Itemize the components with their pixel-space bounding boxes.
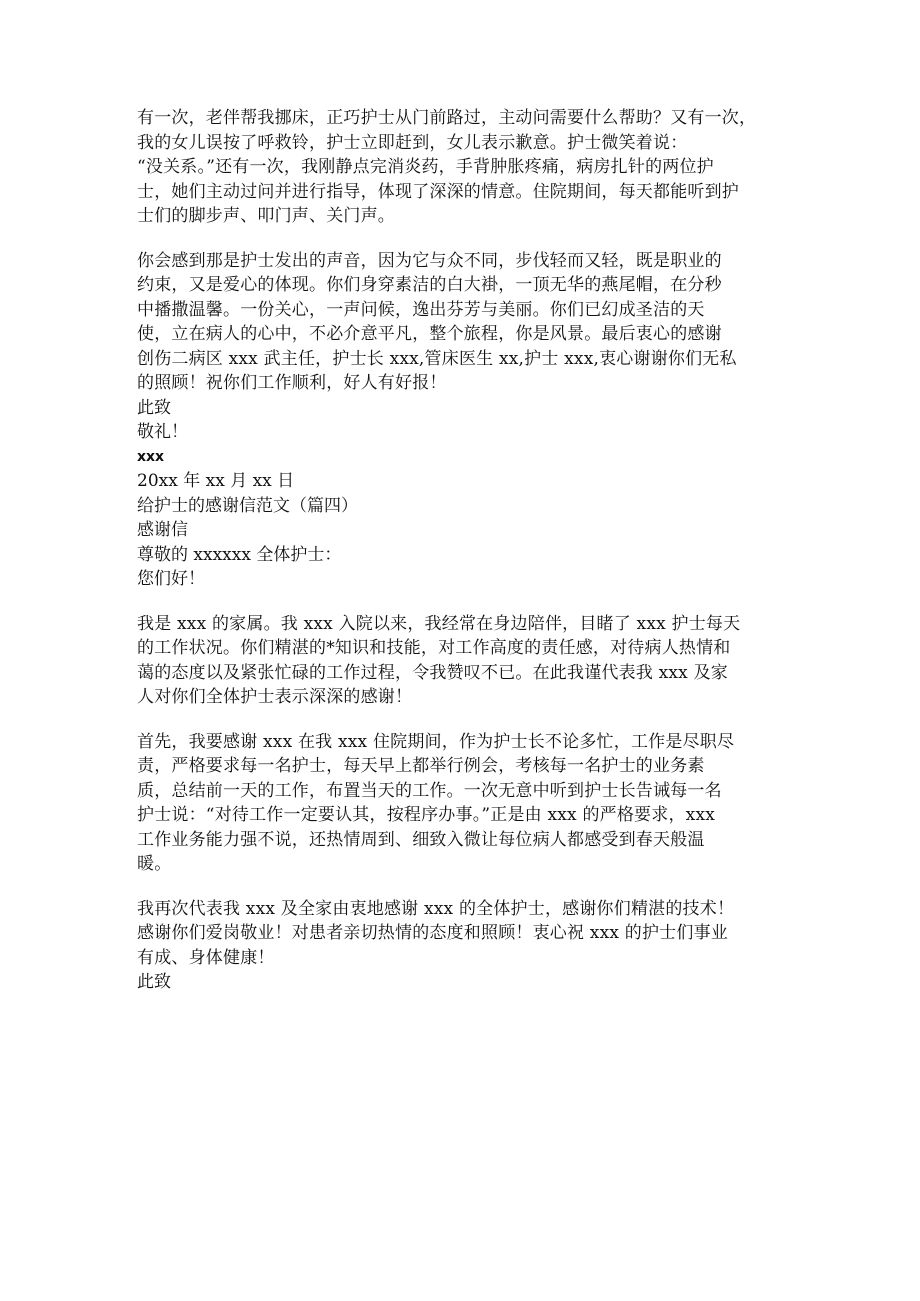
paragraph-line: 感谢你们爱岗敬业！对患者亲切热情的态度和照顾！衷心祝 xxx 的护士们事业 [137, 923, 728, 943]
paragraph-1 [137, 106, 787, 229]
paragraph-line: 创伤二病区 xxx 武主任，护士长 xxx,管床医生 xx,护士 xxx,衷心谢谢你们无私 [137, 348, 737, 369]
paragraph-3 [137, 612, 787, 710]
salutation: 尊敬的 xxxxxx 全体护士： [137, 544, 342, 565]
paragraph-line: 有成、身体健康！ [137, 947, 275, 968]
paragraph-line: 人对你们全体护士表示深深的感谢！ [137, 687, 413, 707]
letter-title: 感谢信 [137, 520, 188, 540]
closing-jingli: 敬礼！ [137, 422, 188, 442]
paragraph-line: 的工作状况。你们精湛的*知识和技能，对工作高度的责任感，对待病人热情和 [137, 638, 731, 658]
paragraph-line: 有一次，老伴帮我挪床，正巧护士从门前路过，主动问需要什么帮助？又有一次， [137, 108, 757, 128]
document-page [137, 106, 787, 995]
paragraph-line: 责，严格要求每一名护士，每天早上都举行例会，考核每一名护士的业务素 [137, 756, 705, 776]
paragraph-line: 约束，又是爱心的体现。你们身穿素洁的白大褂，一顶无华的燕尾帽，在分秒 [137, 275, 722, 295]
paragraph-line: 我的女儿误按了呼救铃，护士立即赶到，女儿表示歉意。护士微笑着说： [137, 132, 688, 153]
paragraph-line: 中播撒温馨。一份关心，一声问候，逸出芬芳与美丽。你们已幻成圣洁的天 [137, 299, 705, 320]
paragraph-line: 质，总结前一天的工作，布置当天的工作。一次无意中听到护士长告诫每一名 [137, 780, 722, 801]
paragraph-line: “没关系。”还有一次，我刚静点完消炎药，手背肿胀疼痛，病房扎针的两位护 [137, 157, 714, 177]
paragraph-4 [137, 730, 787, 877]
closing-cizhi-2: 此致 [137, 972, 171, 992]
paragraph-line: 工作业务能力强不说，还热情周到、细致入微让每位病人都感受到春天般温 [137, 829, 705, 850]
paragraph-line: 首先，我要感谢 xxx 在我 xxx 住院期间，作为护士长不论多忙，工作是尽职尽 [137, 731, 735, 752]
paragraph-line: 你会感到那是护士发出的声音，因为它与众不同，步伐轻而又轻，既是职业的 [137, 250, 722, 271]
paragraph-line: 士们的脚步声、叩门声、关门声。 [137, 206, 395, 226]
paragraph-line: 使，立在病人的心中，不必介意平凡，整个旅程，你是风景。最后衷心的感谢 [137, 324, 722, 344]
paragraph-5 [137, 897, 787, 971]
closing-cizhi: 此致 [137, 397, 171, 418]
paragraph-2 [137, 249, 787, 396]
paragraph-line: 暖。 [137, 854, 172, 874]
paragraph-line: 蔼的态度以及紧张忙碌的工作过程，令我赞叹不已。在此我谨代表我 xxx 及家 [137, 662, 728, 683]
section-title: 给护士的感谢信范文（篇四） [137, 495, 358, 516]
paragraph-line: 我再次代表我 xxx 及全家由衷地感谢 xxx 的全体护士，感谢你们精湛的技术！ [137, 898, 735, 919]
greeting: 您们好！ [137, 569, 205, 589]
paragraph-line: 我是 xxx 的家属。我 xxx 入院以来，我经常在身边陪伴，目睹了 xxx 护士每天 [137, 613, 741, 634]
paragraph-line: 护士说：“对待工作一定要认其，按程序办事。”正是由 xxx 的严格要求，xxx [137, 805, 716, 825]
paragraph-line: 的照顾！祝你们工作顺利，好人有好报！ [137, 373, 447, 393]
paragraph-line: 士，她们主动过问并进行指导，体现了深深的情意。住院期间，每天都能听到护 [137, 181, 739, 202]
signature-date: 20xx 年 xx 月 xx 日 [137, 471, 295, 491]
signer-name: xxx [137, 448, 165, 465]
